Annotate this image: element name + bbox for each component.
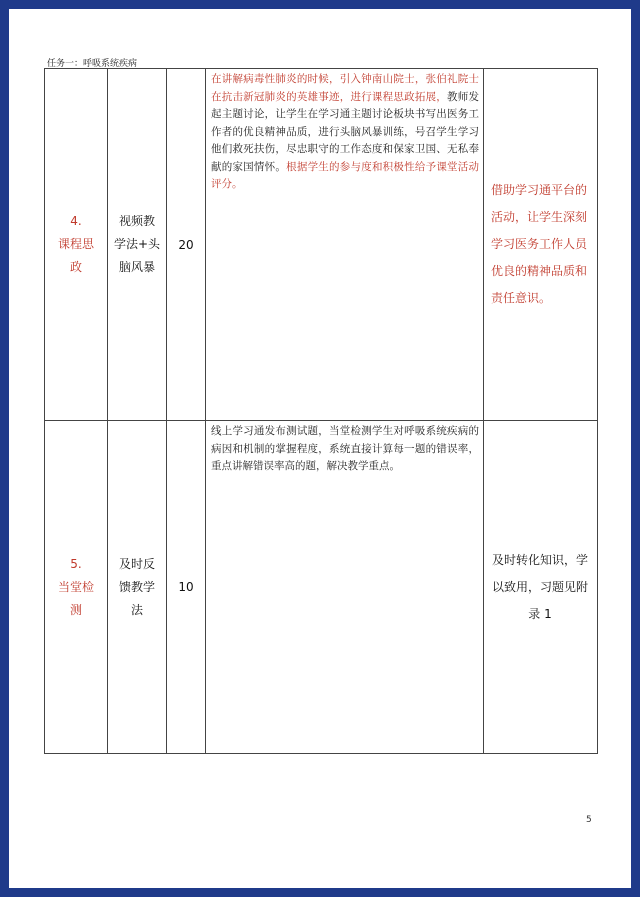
minutes-value: 10 [178, 580, 194, 594]
table-row [45, 421, 598, 754]
method-label: 及时反 馈教学 法 [118, 556, 155, 617]
method-cell [108, 421, 167, 754]
minutes-cell [167, 421, 206, 754]
purpose-text: 借助学习通平台的活动，让学生深刻学习医务工作人员优良的精神品质和责任意识。 [491, 183, 588, 305]
purpose-text: 及时转化知识，学以致用，习题见附录 1 [491, 552, 588, 621]
content-highlight-scoring: 根据学生的参与度和积极性给予课堂活动评分。 [211, 160, 480, 190]
lesson-plan-table [44, 68, 598, 754]
content-body: 教师发起主题讨论，让学生在学习通主题讨论板块书写出医务工作者的优良精神品质，进行头脑风暴训练，号召学生学习他们救死扶伤，尽忠职守的工作态度和保家卫国、无私奉献的家国情怀。 [211, 90, 480, 173]
content-text: 线上学习通发布测试题，当堂检测学生对呼吸系统疾病的病因和机制的掌握程度，系统直接计算每一题的错误率，重点讲解错误率高的题，解决教学重点。 [211, 425, 479, 472]
purpose-cell [484, 421, 598, 754]
minutes-cell [167, 69, 206, 421]
stage-cell [45, 421, 108, 754]
content-cell [206, 421, 484, 754]
stage-cell [45, 69, 108, 421]
minutes-value: 20 [178, 237, 194, 252]
content-cell [206, 69, 484, 421]
stage-label: 4. 课程思 政 [57, 214, 94, 274]
method-cell [108, 69, 167, 421]
table-row [45, 69, 598, 421]
page-number: 5 [586, 815, 592, 825]
document-page [9, 9, 631, 888]
content-highlight-intro: 在讲解病毒性肺炎的时候，引入钟南山院士，张伯礼院士在抗击新冠肺炎的英雄事迹，进行课程思政拓展， [211, 73, 479, 103]
method-label: 视频教 学法+头 脑风暴 [113, 214, 161, 274]
page-header-title: 任务一：呼吸系统疾病 [47, 59, 138, 69]
stage-label: 5. 当堂检 测 [57, 556, 94, 617]
purpose-cell [484, 69, 598, 421]
content-text [206, 69, 483, 194]
